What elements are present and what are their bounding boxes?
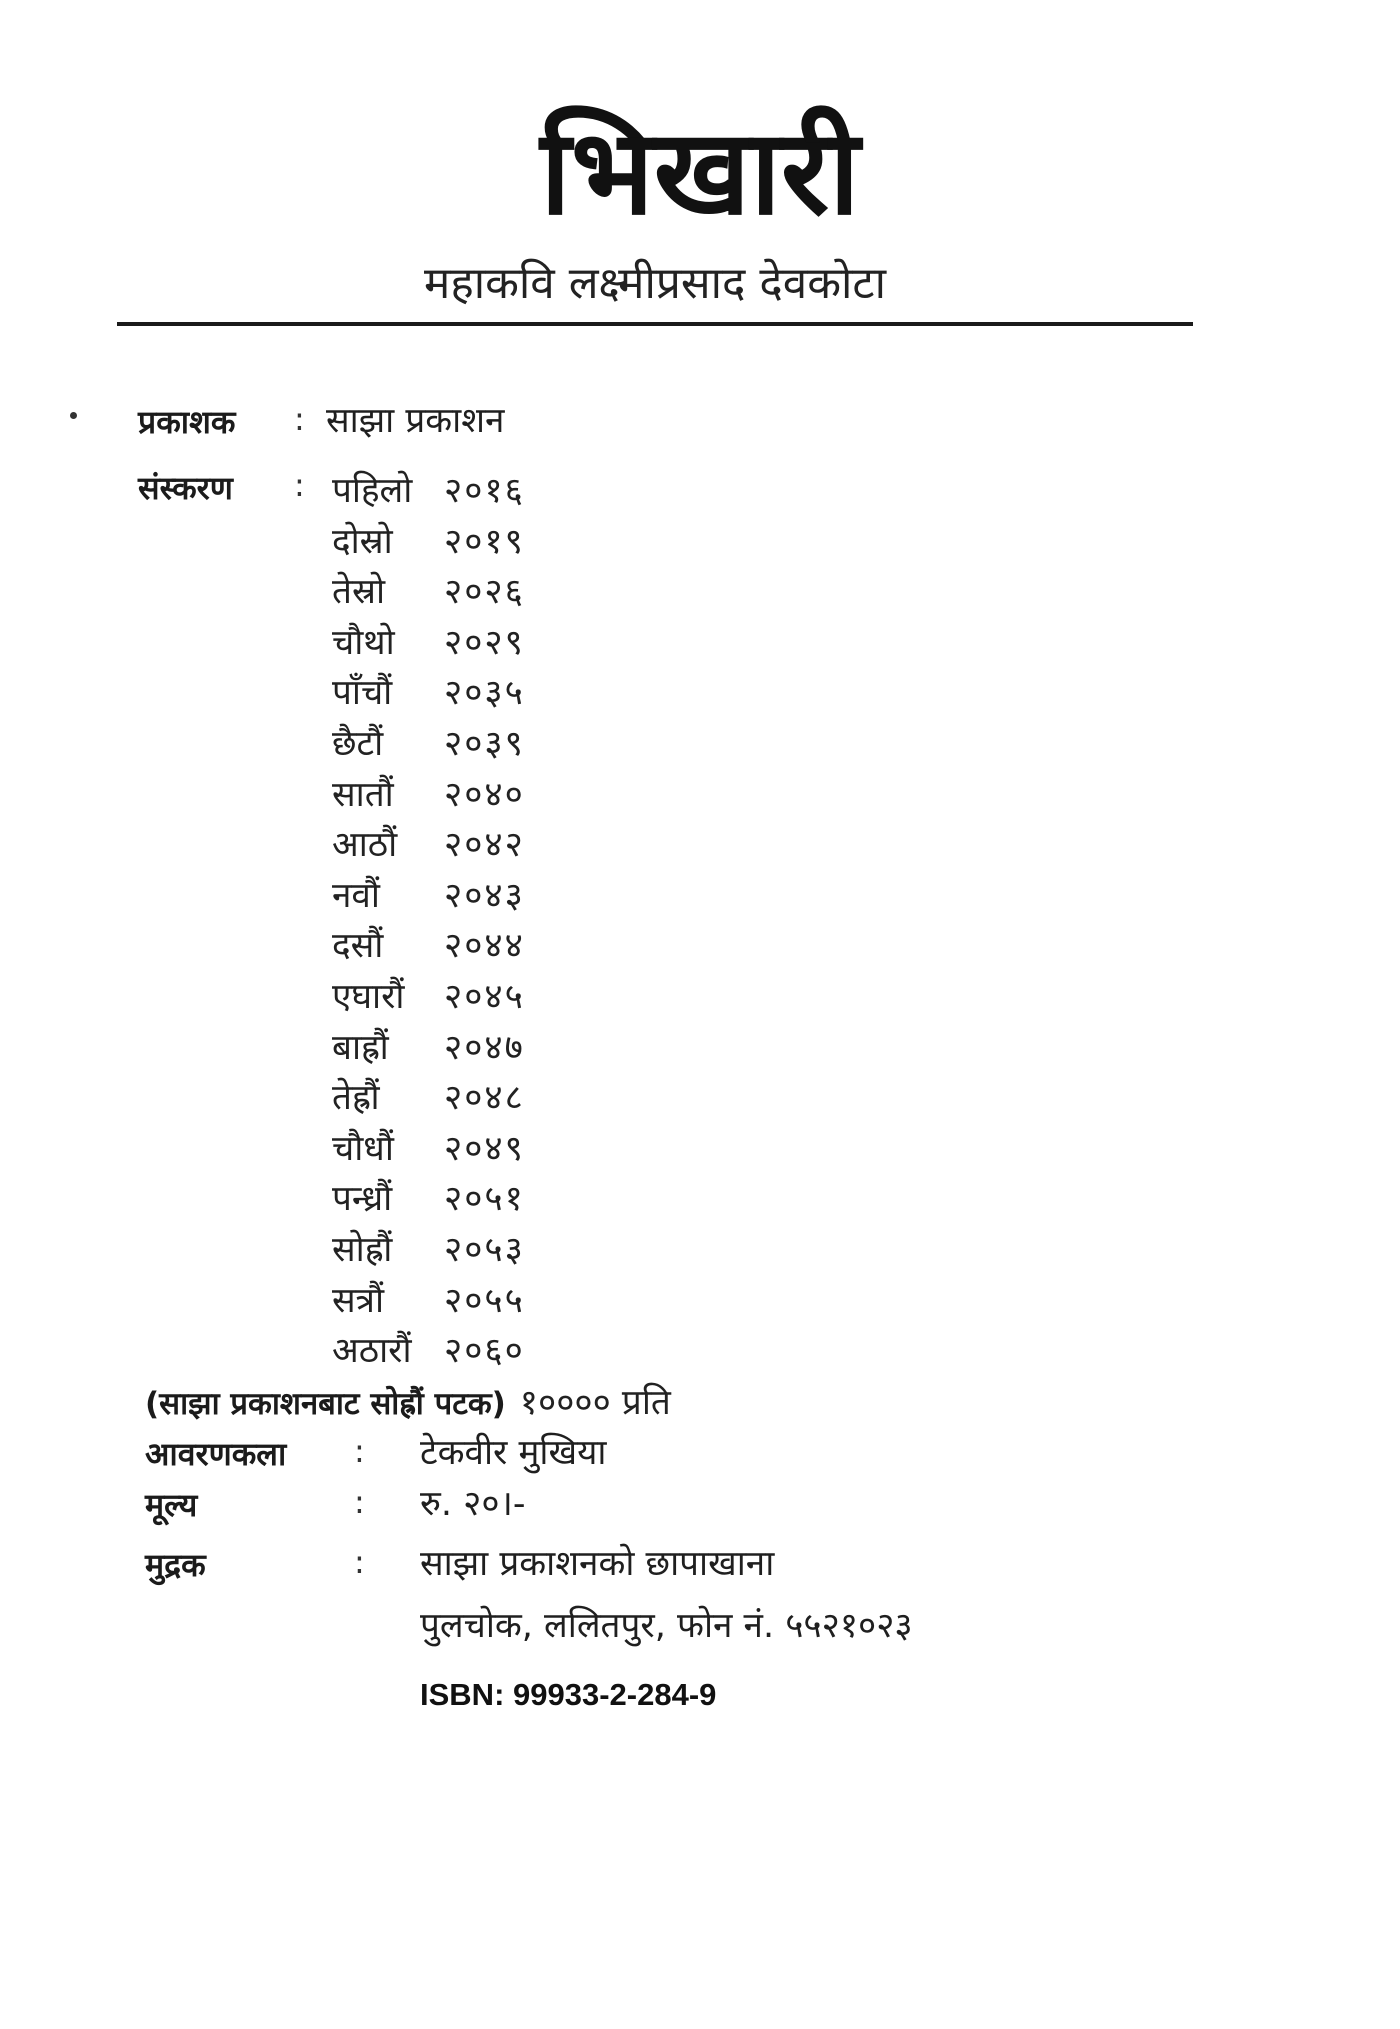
edition-year: २०२९ bbox=[444, 622, 525, 663]
edition-year: २०४५ bbox=[444, 977, 525, 1017]
cover-art-value: टेकवीर मुखिया bbox=[420, 1433, 607, 1473]
printer-label: मुद्रक bbox=[145, 1546, 206, 1584]
edition-year: २०६० bbox=[444, 1331, 525, 1372]
price-value: रु. २०।- bbox=[420, 1484, 526, 1524]
edition-name: चौधौं bbox=[332, 1128, 394, 1169]
book-title: भिखारी bbox=[540, 103, 860, 241]
price-colon: : bbox=[354, 1483, 365, 1521]
edition-name: चौथो bbox=[332, 622, 395, 663]
edition-name: तेह्रौं bbox=[332, 1078, 380, 1119]
title-divider bbox=[117, 322, 1193, 326]
edition-year: २०१६ bbox=[444, 471, 525, 511]
edition-year: २०५१ bbox=[444, 1179, 525, 1220]
cover-art-colon: : bbox=[354, 1432, 365, 1470]
isbn: ISBN: 99933-2-284-9 bbox=[420, 1677, 717, 1712]
edition-year: २०४९ bbox=[444, 1128, 525, 1169]
edition-name: पन्ध्रौं bbox=[332, 1179, 393, 1220]
edition-name: सातौं bbox=[332, 774, 394, 815]
printer-colon: : bbox=[354, 1543, 365, 1581]
edition-year: २०५३ bbox=[444, 1230, 525, 1270]
scan-speck bbox=[70, 412, 77, 419]
author-name: महाकवि लक्ष्मीप्रसाद देवकोटा bbox=[424, 258, 886, 309]
print-run-value: १०००० प्रति bbox=[519, 1383, 671, 1423]
printer-address: पुलचोक, ललितपुर, फोन नं. ५५२१०२३ bbox=[420, 1606, 913, 1646]
edition-name: आठौं bbox=[332, 825, 398, 866]
edition-name: छैटौं bbox=[332, 724, 384, 764]
edition-year: २०४२ bbox=[444, 825, 525, 866]
printer-value: साझा प्रकाशनको छापाखाना bbox=[420, 1544, 775, 1584]
edition-year: २०४७ bbox=[444, 1027, 525, 1068]
publisher-label: प्रकाशक bbox=[138, 403, 236, 441]
edition-year: २०४४ bbox=[444, 926, 525, 967]
edition-name: दोस्रो bbox=[332, 521, 393, 562]
edition-year: २०४३ bbox=[444, 875, 525, 916]
edition-name: पहिलो bbox=[332, 471, 413, 511]
edition-name: सोह्रौं bbox=[332, 1230, 393, 1270]
edition-name: बाह्रौं bbox=[332, 1027, 389, 1068]
edition-year: २०३५ bbox=[444, 673, 525, 714]
print-run bbox=[145, 1378, 671, 1425]
edition-year: २०४८ bbox=[444, 1078, 525, 1119]
price-label: मूल्य bbox=[145, 1486, 198, 1524]
editions-colon: : bbox=[294, 466, 305, 504]
cover-art-label: आवरणकला bbox=[145, 1435, 287, 1473]
editions-label: संस्करण bbox=[138, 469, 233, 507]
edition-name: दसौं bbox=[332, 926, 384, 967]
edition-name: नवौं bbox=[332, 875, 380, 916]
edition-year: २०४० bbox=[444, 774, 525, 815]
edition-year: २०१९ bbox=[444, 521, 525, 562]
edition-name: सत्रौं bbox=[332, 1280, 385, 1321]
edition-name: एघारौं bbox=[332, 977, 405, 1017]
edition-name: अठारौं bbox=[332, 1331, 412, 1372]
publisher-value: साझा प्रकाशन bbox=[326, 401, 505, 441]
edition-name: तेस्रो bbox=[332, 572, 386, 613]
edition-year: २०३९ bbox=[444, 724, 525, 764]
publisher-colon: : bbox=[294, 400, 305, 438]
edition-year: २०२६ bbox=[444, 572, 525, 613]
edition-year: २०५५ bbox=[444, 1280, 525, 1321]
print-run-label: (साझा प्रकाशनबाट सोह्रौं पटक) bbox=[145, 1386, 506, 1422]
edition-name: पाँचौं bbox=[332, 673, 393, 714]
